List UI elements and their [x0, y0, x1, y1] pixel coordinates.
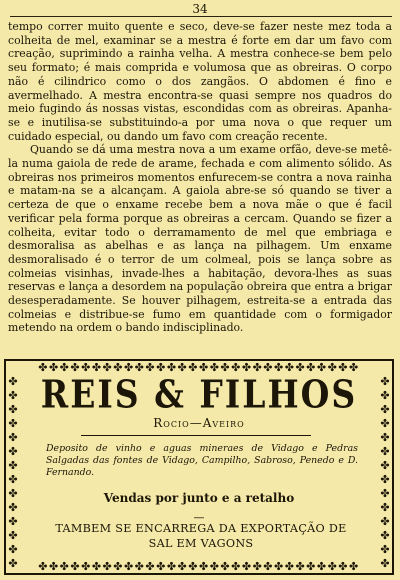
paragraph-2: Quando se dá uma mestra nova a um exame orfão, deve-se metê-la numa gaiola de rede de arame, fechada e com alimento sólido. As obreiras nos primeiros momentos enfurecem-se contra a nova rainha e matam-na se a alcançam. A gaiola abre-se só quando se tiver a certeza de que o enxame recebe bem a nova mãe o que é facil verificar pela forma porque as obreiras a cercam. Quando se fizer a colheita, evitar todo o derramamento de mel que embriaga e desmoralisa as abelhas e as lança na pilhagem. Um enxame desmoralisado é o terror de um colmeal, pois se lança sobre as colmeias visinhas, invade-lhes a habitação, devora-lhes as suas reservas e lança a desordem na população obreira que entra a brigar desesperadamente. Se houver pilhagem, estreita-se a entrada das colmeias e distribue-se fumo em quantidade com o formigador metendo na ordem o bando indisciplinado. [8, 143, 392, 335]
ad-separator: — [193, 511, 205, 524]
ornament-border-top: ✤✤✤✤✤✤✤✤✤✤✤✤✤✤✤✤✤✤✤✤✤✤✤✤✤✤✤✤✤✤ [38, 361, 360, 374]
advertisement-box [4, 359, 394, 575]
ornament-border-left: ✤ ✤ ✤ ✤ ✤ ✤ ✤ ✤ ✤ ✤ ✤ ✤ ✤ ✤ [8, 375, 18, 570]
ad-title: REIS & FILHOS [40, 372, 358, 417]
ornament-border-bottom: ✤✤✤✤✤✤✤✤✤✤✤✤✤✤✤✤✤✤✤✤✤✤✤✤✤✤✤✤✤✤ [38, 560, 360, 573]
ad-export-text [36, 521, 366, 551]
ornament-border-right: ✤ ✤ ✤ ✤ ✤ ✤ ✤ ✤ ✤ ✤ ✤ ✤ ✤ ✤ [380, 375, 390, 570]
paragraph-1: tempo correr muito quente e seco, deve-se fazer neste mez toda a colheita de mel, examinar se a mestra é forte em dar um favo com creação, suprimindo a rainha velha. A mestra conhece-se bem pelo seu formato; é mais comprida e volumosa que as obreiras. O corpo não é cilindrico como o dos zangãos. O abdomen é fino e avermelhado. A mestra encontra-se quasi sempre nos quadros do meio fugindo ás nossas vistas, escondidas com as obreiras. Apanha-se e inutilisa-se substituindo-a por uma nova o que requer um cuidado especial, ou dando um favo com creação recente. [8, 20, 392, 143]
ad-description: Deposito de vinho e aguas mineraes de Vidago e Pedras Salgadas das fontes de Vidago, Campilho, Sabroso, Penedo e D. Fernando. [46, 443, 358, 478]
ad-divider [81, 435, 311, 436]
ad-location: Rocio—Aveiro [153, 416, 245, 430]
ad-export-line-2: SAL EM VAGONS [148, 537, 254, 550]
page-number: 34 [192, 2, 208, 16]
ad-export-line-1: TAMBEM SE ENCARREGA DA EXPORTAÇÃO DE [55, 522, 347, 535]
ad-sales-line: Vendas por junto e a retalho [103, 491, 295, 505]
article-body [8, 20, 392, 335]
header-rule [10, 16, 392, 17]
